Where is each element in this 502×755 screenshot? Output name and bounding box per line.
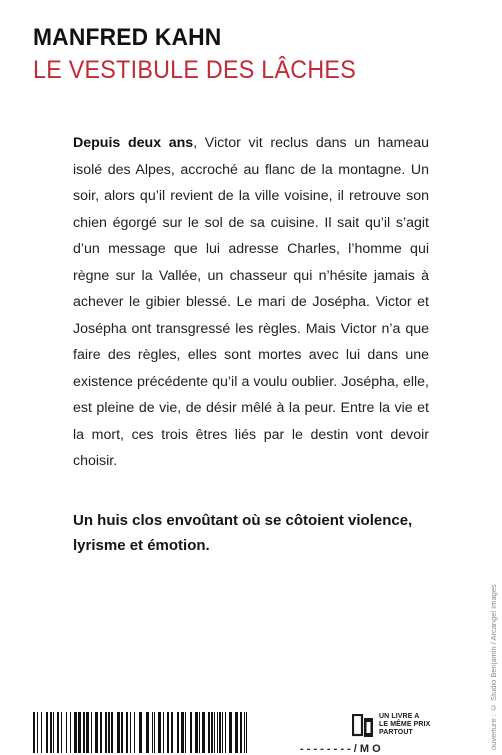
barcode-bar	[95, 712, 98, 753]
barcode-bar	[177, 712, 179, 753]
barcode-bar	[214, 712, 215, 753]
barcode-bar	[70, 712, 71, 753]
barcode-bar	[37, 712, 38, 753]
tagline: Un huis clos envoûtant où se côtoient violence, lyrisme et émotion.	[73, 512, 413, 554]
barcode-bar	[33, 712, 35, 753]
blurb-lead: Depuis deux ans	[73, 135, 194, 151]
barcode-bar	[235, 712, 238, 753]
barcode-bar	[225, 712, 226, 753]
barcode-bar	[195, 712, 198, 753]
barcode-bar	[108, 712, 110, 753]
logo-line-2: LE MÊME PRIX	[379, 721, 431, 729]
barcode-bar	[229, 712, 232, 753]
barcode-bar	[167, 712, 169, 753]
barcode-bar	[53, 712, 54, 753]
barcode-bar	[41, 712, 42, 753]
blurb-text: , Victor vit reclus dans un hameau isolé des Alpes, accroché au flanc de la montagne. Un soir, alors qu’il revient de la ville voisine, il retrouve son chien égorgé sur le sol de sa cuisine. Il sait qu’il s’agit d’un message que lui adresse Charles, l’homme qui règne sur la Vallée, un chasseur qui n’hésite jamais à achever le gibier blessé. Le mari de Josépha. Victor et Josépha ont transgressé les règles. Mais Victor n’a que faire des règles, elles sont mortes avec lui dans une existence précédente qu’il a voulu oublier. Josépha, elle, est pleine de vie, de désir mêlé à la peur. Entre la vie et la mort, ces trois êtres liés par le destin vont devoir choisir.	[73, 135, 430, 469]
barcode-bar	[61, 712, 62, 753]
barcode-bar	[217, 712, 218, 753]
barcode-bar	[111, 712, 113, 753]
barcode-bar	[244, 712, 245, 753]
barcode-bar	[163, 712, 164, 753]
author-name: MANFRED KAHN	[33, 24, 222, 51]
barcode-bar	[50, 712, 52, 753]
barcode-bar	[181, 712, 184, 753]
barcode-bar	[126, 712, 128, 753]
book-title: LE VESTIBULE DES LÂCHES	[33, 56, 357, 84]
barcode-bar	[185, 712, 186, 753]
barcode-bar	[146, 712, 149, 753]
barcode-bar	[199, 712, 200, 753]
barcode-bar	[46, 712, 48, 753]
barcode-bar	[57, 712, 59, 753]
bottom-strip: - - - - - - - - / M O	[300, 743, 381, 755]
barcode-bar	[139, 712, 142, 753]
barcode-bar	[208, 712, 210, 753]
logo-line-1: UN LIVRE A	[379, 713, 420, 720]
barcode-bar	[105, 712, 107, 753]
blurb-paragraph	[73, 130, 429, 475]
barcode-bar	[222, 712, 223, 753]
photo-credit: ouverture : © Studio Benjamin / Arcangel Images	[489, 584, 498, 750]
barcode-icon	[33, 712, 248, 753]
barcode-bar	[190, 712, 192, 753]
barcode-bar	[91, 712, 92, 753]
barcode-bar	[240, 712, 242, 753]
barcode-bar	[130, 712, 131, 753]
barcode-bar	[78, 712, 81, 753]
book-logo-icon	[352, 714, 374, 738]
barcode-bar	[246, 712, 247, 753]
barcode-bar	[171, 712, 173, 753]
barcode-bar	[202, 712, 205, 753]
barcode-bar	[100, 712, 102, 753]
barcode-bar	[86, 712, 89, 753]
barcode-bar	[66, 712, 67, 753]
barcode-bar	[83, 712, 85, 753]
logo-line-3: PARTOUT	[379, 729, 413, 737]
barcode-bar	[74, 712, 77, 753]
barcode-bar	[154, 712, 155, 753]
barcode-bar	[211, 712, 213, 753]
publisher-logo-text	[379, 713, 430, 738]
barcode-bar	[219, 712, 221, 753]
barcode-bar	[121, 712, 123, 753]
barcode-bar	[134, 712, 135, 753]
barcode-bar	[152, 712, 153, 753]
barcode-bar	[158, 712, 161, 753]
barcode-bar	[117, 712, 120, 753]
